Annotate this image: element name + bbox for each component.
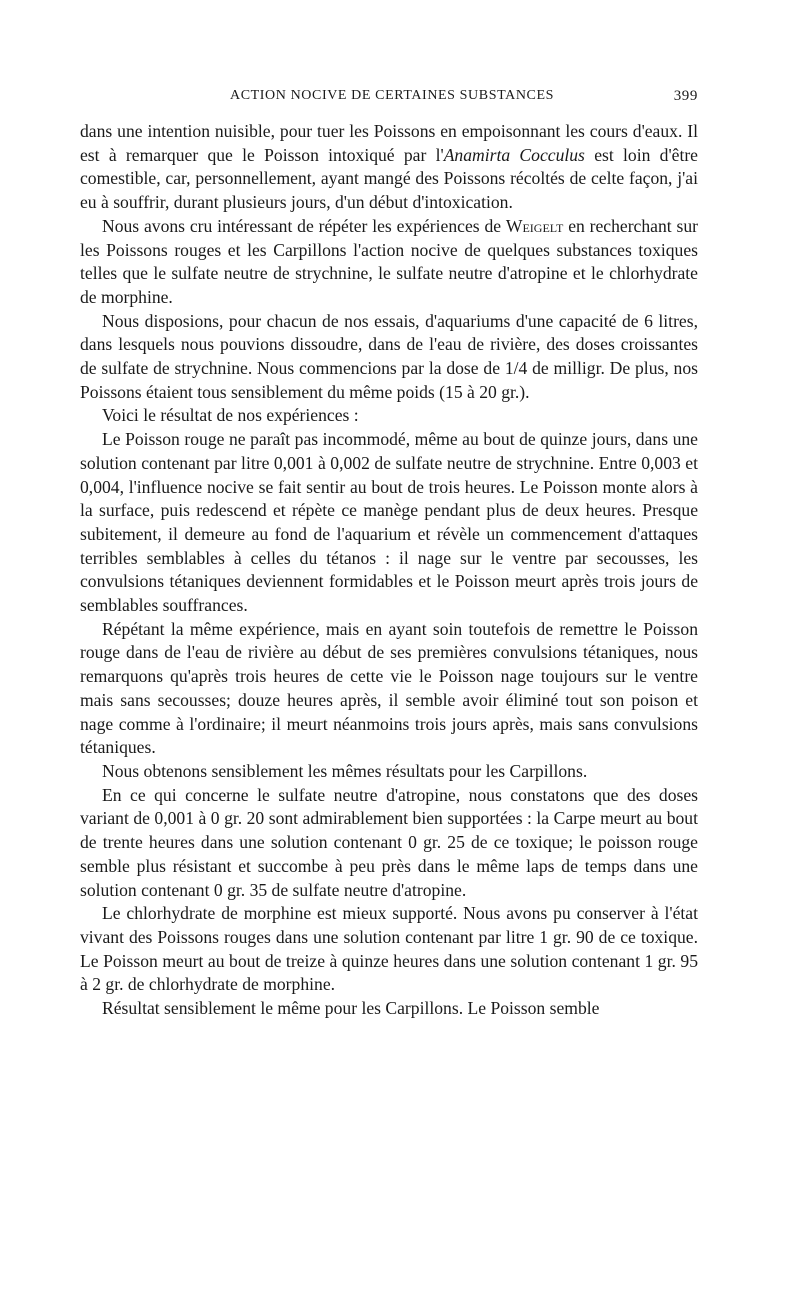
author-name: Weigelt: [505, 215, 564, 236]
paragraph-5: Le Poisson rouge ne paraît pas incommodé, même au bout de quinze jours, dans une solution contenant par litre 0,001 à 0,002 de sulfate neutre de strychnine. Entre 0,003 et 0,004, l'influence nocive se fait sentir au bout de trois heures. Le Poisson monte alors à la surface, puis redescend et répète ce manège pendant plus de deux heures. Presque subitement, il demeure au fond de l'aquarium et révèle un commencement d'attaques terribles semblables à celles du tétanos : il nage sur le ventre par secousses, les convulsions tétaniques deviennent formidables et le Poisson meurt après trois jours de semblables souffrances.: [80, 429, 698, 616]
paragraph-8: En ce qui concerne le sulfate neutre d'atropine, nous constatons que des doses variant de 0,001 à 0 gr. 20 sont admirablement bien supportées : la Carpe meurt au bout de trente heures dans une solution contenant 0 gr. 25 de ce toxique; le poisson rouge semble plus résistant et succombe à peu près dans le même laps de temps dans une solution contenant 0 gr. 35 de sulfate neutre d'atropine.: [80, 784, 698, 900]
paragraph-1: [80, 120, 698, 215]
paragraph-7: Nous obtenons sensiblement les mêmes résultats pour les Carpillons.: [102, 760, 588, 781]
paragraph-2: [80, 215, 698, 310]
running-header: [80, 84, 698, 110]
page-number: 399: [673, 88, 698, 104]
species-name: Anamirta Cocculus: [443, 144, 585, 165]
paragraph-1-text-a: dans une intention nuisible, pour tuer les Poissons en empoisonnant les cours d'eaux. Il est à remarquer que le Poisson intoxiqué par l': [80, 121, 698, 165]
paragraph-4: Voici le résultat de nos expériences :: [102, 405, 359, 426]
paragraph-3: Nous disposions, pour chacun de nos essais, d'aquariums d'une capacité de 6 litres, dans lesquels nous pouvions dissoudre, dans de l'eau de rivière, des doses croissantes de sulfate de strychnine. Nous commencions par la dose de 1/4 de milligr. De plus, nos Poissons étaient tous sensiblement du même poids (15 à 20 gr.).: [80, 310, 698, 402]
body-text: [80, 120, 698, 1021]
book-page: [80, 84, 698, 1021]
paragraph-9: Le chlorhydrate de morphine est mieux supporté. Nous avons pu conserver à l'état vivant des Poissons rouges dans une solution contenant par litre 1 gr. 90 de ce toxique. Le Poisson meurt au bout de treize à quinze heures dans une solution contenant 1 gr. 95 à 2 gr. de chlorhydrate de morphine.: [80, 903, 698, 995]
running-title: ACTION NOCIVE DE CERTAINES SUBSTANCES: [230, 88, 555, 103]
paragraph-2-text-b: en recherchant sur les Poissons rouges et les Carpillons l'action nocive de quelques substances toxiques telles que le sulfate neutre de strychnine, le sulfate neutre d'atropine et le chlorhydrate de morphine.: [80, 215, 698, 307]
paragraph-10: Résultat sensiblement le même pour les Carpillons. Le Poisson semble: [102, 998, 600, 1019]
paragraph-6: Répétant la même expérience, mais en ayant soin toutefois de remettre le Poisson rouge dans de l'eau de rivière au début de ses premières convulsions tétaniques, nous remarquons qu'après trois heures de cette vie le Poisson nage toujours sur le ventre mais sans secousses; douze heures après, il semble avoir éliminé tout son poison et nage comme à l'ordinaire; il meurt néanmoins trois jours après, mais sans convulsions tétaniques.: [80, 618, 698, 758]
paragraph-2-text-a: Nous avons cru intéressant de répéter les expériences de: [102, 215, 506, 236]
paragraph-1-text-b: est loin d'être comestible, car, personnellement, ayant mangé des Poissons récoltés de celte façon, j'ai eu à souffrir, durant plusieurs jours, d'un début d'intoxication.: [80, 144, 698, 213]
